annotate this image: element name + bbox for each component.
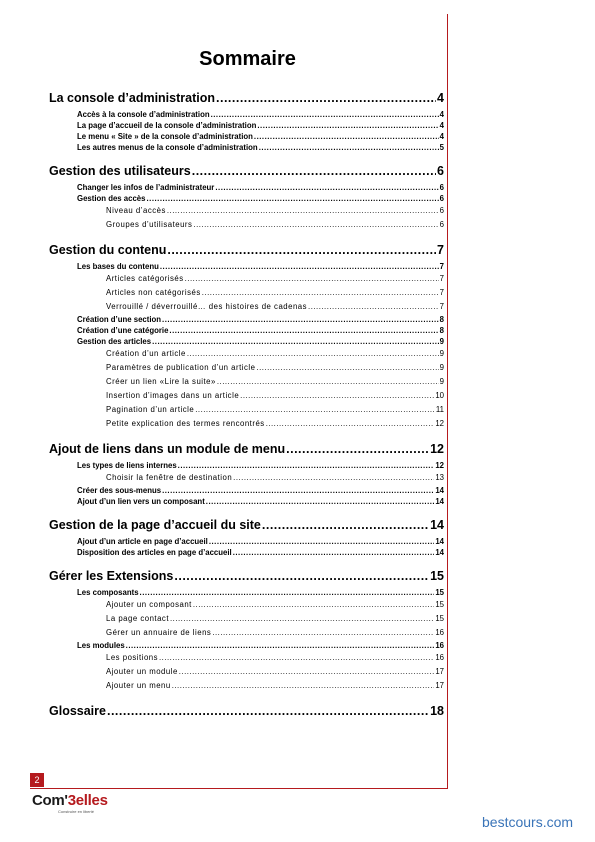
toc-section[interactable]: Gérer les Extensions ..... 15 xyxy=(49,568,444,584)
toc-subentry[interactable]: Gérer un annuaire de liens ..... 16 xyxy=(49,626,444,640)
toc-section[interactable]: Gestion du contenu ..... 7 xyxy=(49,242,444,258)
toc-entry[interactable]: La page d’accueil de la console d’administration ..... 4 xyxy=(49,120,444,131)
margin-rule-vertical xyxy=(447,14,448,789)
toc-subentry[interactable]: Pagination d’un article ..... 11 xyxy=(49,403,444,417)
toc-entry[interactable]: Gestion des articles ..... 9 xyxy=(49,336,444,347)
toc-subentry[interactable]: Articles non catégorisés ..... 7 xyxy=(49,286,444,300)
toc-subentry[interactable]: Créer un lien «Lire la suite» ..... 9 xyxy=(49,375,444,389)
toc-entry[interactable]: Ajout d’un article en page d’accueil ..... 14 xyxy=(49,536,444,547)
toc-subentry[interactable]: Ajouter un module ..... 17 xyxy=(49,665,444,679)
logo: Com'3elles xyxy=(32,792,108,809)
toc-subentry[interactable]: Niveau d’accès ..... 6 xyxy=(49,204,444,218)
watermark: bestcours.com xyxy=(482,814,574,830)
toc-subentry[interactable]: Ajouter un composant ..... 15 xyxy=(49,598,444,612)
toc-entry[interactable]: Gestion des accès ..... 6 xyxy=(49,193,444,204)
table-of-contents xyxy=(49,90,444,719)
toc-subentry[interactable]: Groupes d’utilisateurs ..... 6 xyxy=(49,218,444,232)
toc-entry[interactable]: Les composants ..... 15 xyxy=(49,587,444,598)
margin-rule-horizontal xyxy=(30,788,448,789)
toc-entry[interactable]: Créer des sous-menus ..... 14 xyxy=(49,485,444,496)
toc-entry[interactable]: Accès à la console d’administration ..... 4 xyxy=(49,109,444,120)
page-title: Sommaire xyxy=(199,48,296,70)
toc-entry[interactable]: Changer les infos de l’administrateur ..... 6 xyxy=(49,182,444,193)
toc-entry[interactable]: Création d’une catégorie ..... 8 xyxy=(49,325,444,336)
toc-subentry[interactable]: La page contact ..... 15 xyxy=(49,612,444,626)
toc-section[interactable]: Gestion de la page d’accueil du site ..... 14 xyxy=(49,517,444,533)
toc-entry[interactable]: Les bases du contenu ..... 7 xyxy=(49,261,444,272)
toc-subentry[interactable]: Insertion d’images dans un article ..... 10 xyxy=(49,389,444,403)
toc-section[interactable]: Ajout de liens dans un module de menu ..... 12 xyxy=(49,441,444,457)
toc-entry[interactable]: Les modules ..... 16 xyxy=(49,640,444,651)
toc-section[interactable]: Glossaire ..... 18 xyxy=(49,703,444,719)
toc-subentry[interactable]: Articles catégorisés ..... 7 xyxy=(49,272,444,286)
toc-subentry[interactable]: Les positions ..... 16 xyxy=(49,651,444,665)
toc-entry[interactable]: Ajout d’un lien vers un composant ..... 14 xyxy=(49,496,444,507)
toc-subentry[interactable]: Création d’un article ..... 9 xyxy=(49,347,444,361)
toc-subentry[interactable]: Petite explication des termes rencontrés ..... 12 xyxy=(49,417,444,431)
toc-entry[interactable]: Les autres menus de la console d’administration ..... 5 xyxy=(49,142,444,153)
toc-entry[interactable]: Les types de liens internes ..... 12 xyxy=(49,460,444,471)
toc-entry[interactable]: Le menu « Site » de la console d’administration ..... 4 xyxy=(49,131,444,142)
toc-entry[interactable]: Création d’une section ..... 8 xyxy=(49,314,444,325)
toc-subentry[interactable]: Verrouillé / déverrouillé… des histoires de cadenas ..... 7 xyxy=(49,300,444,314)
toc-subentry[interactable]: Ajouter un menu ..... 17 xyxy=(49,679,444,693)
toc-section[interactable]: Gestion des utilisateurs ..... 6 xyxy=(49,163,444,179)
logo-tagline: Construire en liberté xyxy=(58,809,95,814)
toc-subentry[interactable]: Paramètres de publication d’un article ..... 9 xyxy=(49,361,444,375)
page-number: 2 xyxy=(30,773,44,787)
toc-entry[interactable]: Disposition des articles en page d’accueil ..... 14 xyxy=(49,547,444,558)
toc-subentry[interactable]: Choisir la fenêtre de destination ..... 13 xyxy=(49,471,444,485)
toc-section[interactable]: La console d’administration ..... 4 xyxy=(49,90,444,106)
